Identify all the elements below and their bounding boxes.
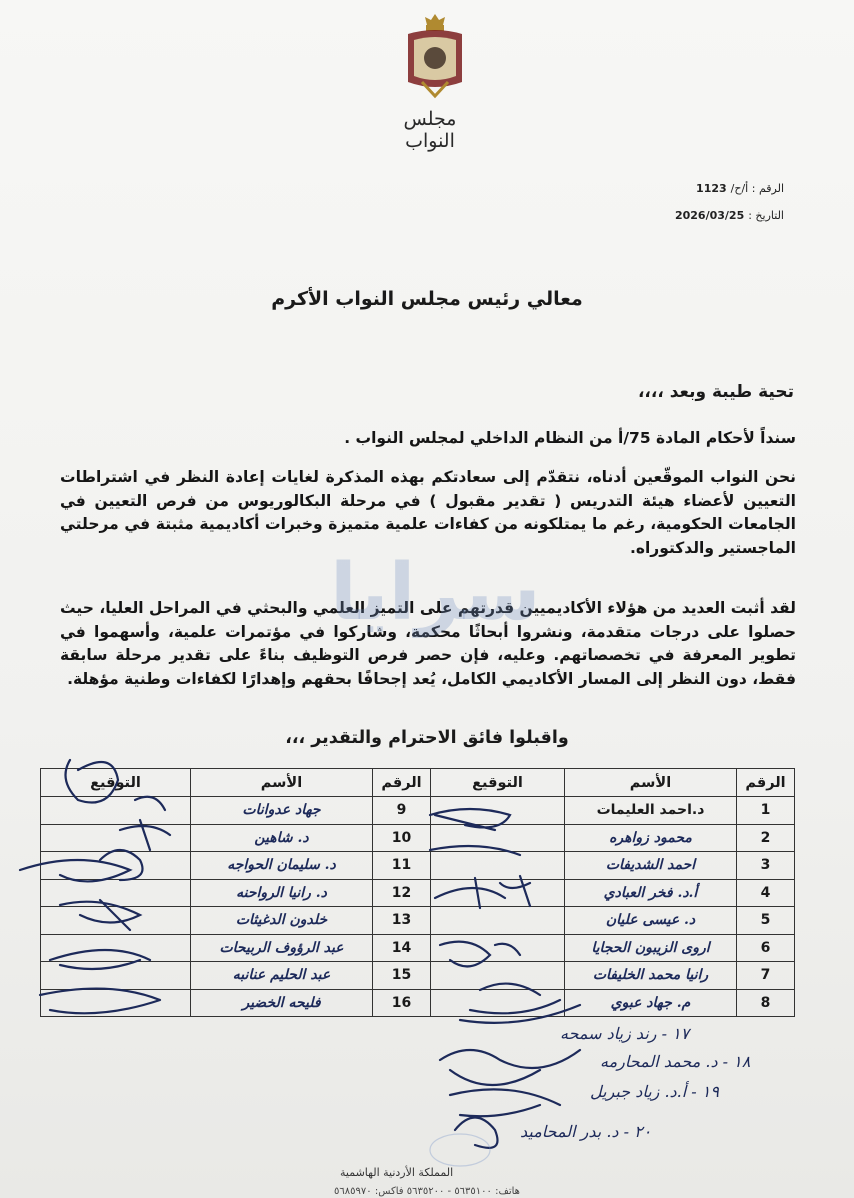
signature-cell — [431, 907, 565, 935]
parliament-name: مجلس النواب — [403, 108, 457, 152]
paragraph-justification: لقد أثبت العديد من هؤلاء الأكاديميين قدرتهم على التميز العلمي والبحثي في المراحل العليا، حيث حصلوا على درجات متقدمة، ونشروا أبحاثًا محكمة، وشاركوا في مؤتمرات علمية، وأسهموا في تطوير المعرفة في تخصصاتهم. وعليه، فإن حصر فرص التوظيف بناءً على تقدير مرحلة سابقة فقط، دون النظر إلى المسار الأكاديمي الكامل، يُعد إجحافًا بحقهم وإهدارًا لكفاءات وطنية مؤهلة. — [60, 599, 796, 688]
row-name: أ.د. فخر العبادي — [565, 879, 737, 907]
row-name: د.احمد العليمات — [565, 797, 737, 825]
table-row — [41, 934, 795, 962]
row-number: 5 — [737, 907, 795, 935]
footer-contact: هاتف: ٥٦٣٥١٠٠ - ٥٦٣٥٢٠٠ فاكس: ٥٦٨٥٩٧٠ — [334, 1186, 520, 1197]
signature-cell — [431, 934, 565, 962]
row-name: عبد الحليم عنانبه — [191, 962, 373, 990]
table-row — [41, 797, 795, 825]
extra-signer-19: ١٩ - أ.د. زياد جبريل — [590, 1082, 719, 1101]
reference-number — [696, 182, 784, 195]
signature-cell — [41, 962, 191, 990]
table-row — [41, 824, 795, 852]
row-number: 1 — [737, 797, 795, 825]
header-number: الرقم — [737, 769, 795, 797]
row-name: جهاد عدوانات — [191, 797, 373, 825]
signature-cell — [431, 962, 565, 990]
closing-line: واقبلوا فائق الاحترام والتقدير ،،، — [285, 728, 569, 748]
table-header-row — [41, 769, 795, 797]
row-number: 11 — [373, 852, 431, 880]
row-name: عبد الرؤوف الربيحات — [191, 934, 373, 962]
signature-cell — [431, 824, 565, 852]
row-number: 2 — [737, 824, 795, 852]
date-value: 2026/03/25 — [674, 209, 745, 222]
row-number: 8 — [737, 989, 795, 1017]
signature-cell — [41, 907, 191, 935]
signature-cell — [41, 824, 191, 852]
row-number: 12 — [373, 879, 431, 907]
row-number: 16 — [373, 989, 431, 1017]
header-signature: التوقيع — [431, 769, 565, 797]
row-number: 6 — [737, 934, 795, 962]
signatures-table — [40, 768, 795, 1017]
extra-signer-18: ١٨ - د. محمد المحارمه — [600, 1052, 751, 1071]
signature-cell — [41, 879, 191, 907]
signature-cell — [41, 934, 191, 962]
signature-cell — [41, 797, 191, 825]
signature-cell — [41, 852, 191, 880]
footer-logo-text: المملكة الأردنية الهاشمية — [340, 1166, 454, 1179]
paragraph-legal-basis: سنداً لأحكام المادة 75/أ من النظام الداخلي لمجلس النواب . — [344, 429, 796, 447]
row-number: 13 — [373, 907, 431, 935]
date-label: التاريخ : — [748, 209, 784, 222]
signature-cell — [431, 797, 565, 825]
paragraph-request: نحن النواب الموقّعين أدناه، نتقدّم إلى سعادتكم بهذه المذكرة لغايات إعادة النظر في اشتراطات التعيين لأعضاء هيئة التدريس ( تقدير مقبول ) في مرحلة البكالوريوس من فرص التعيين في الجامعات الحكومية، رغم ما يمتلكونه من كفاءات علمية متميزة وخبرات أكاديمية مثبتة في مرحلتي الماجستير والدكتوراه. — [60, 468, 796, 557]
row-number: 9 — [373, 797, 431, 825]
addressee: معالي رئيس مجلس النواب الأكرم — [271, 288, 583, 310]
signature-cell — [41, 989, 191, 1017]
royal-emblem-icon — [400, 12, 470, 102]
row-number: 14 — [373, 934, 431, 962]
row-number: 15 — [373, 962, 431, 990]
signature-cell — [431, 879, 565, 907]
signature-cell — [431, 852, 565, 880]
row-number: 10 — [373, 824, 431, 852]
row-name: رانيا محمد الخليفات — [565, 962, 737, 990]
row-name: اروى الزيبون الحجايا — [565, 934, 737, 962]
header-name: الأسم — [191, 769, 373, 797]
row-name: محمود زواهره — [565, 824, 737, 852]
row-name: م. جهاد عبوي — [565, 989, 737, 1017]
row-name: د. سليمان الحواجه — [191, 852, 373, 880]
extra-signer-20: ٢٠ - د. بدر المحاميد — [520, 1122, 652, 1141]
row-name: فليحه الخضير — [191, 989, 373, 1017]
row-number: 4 — [737, 879, 795, 907]
row-name: د. شاهين — [191, 824, 373, 852]
header-number: الرقم — [373, 769, 431, 797]
row-number: 7 — [737, 962, 795, 990]
signature-cell — [431, 989, 565, 1017]
watermark: سرايا — [330, 548, 541, 638]
ref-value: 1123 — [696, 182, 727, 195]
table-row — [41, 907, 795, 935]
header-name: الأسم — [565, 769, 737, 797]
table-row — [41, 962, 795, 990]
row-name: د. رانيا الرواحنه — [191, 879, 373, 907]
table-row — [41, 879, 795, 907]
greeting: تحية طيبة وبعد ،،،، — [637, 382, 794, 402]
table-row — [41, 852, 795, 880]
table-row — [41, 989, 795, 1017]
row-name: د. عيسى عليان — [565, 907, 737, 935]
row-number: 3 — [737, 852, 795, 880]
extra-signer-17: ١٧ - رند زياد سمحه — [560, 1024, 690, 1043]
memo-date — [675, 209, 784, 222]
header-signature: التوقيع — [41, 769, 191, 797]
row-name: خلدون الدغيثات — [191, 907, 373, 935]
row-name: احمد الشديفات — [565, 852, 737, 880]
ref-label: الرقم : أ/ح/ — [730, 182, 784, 195]
